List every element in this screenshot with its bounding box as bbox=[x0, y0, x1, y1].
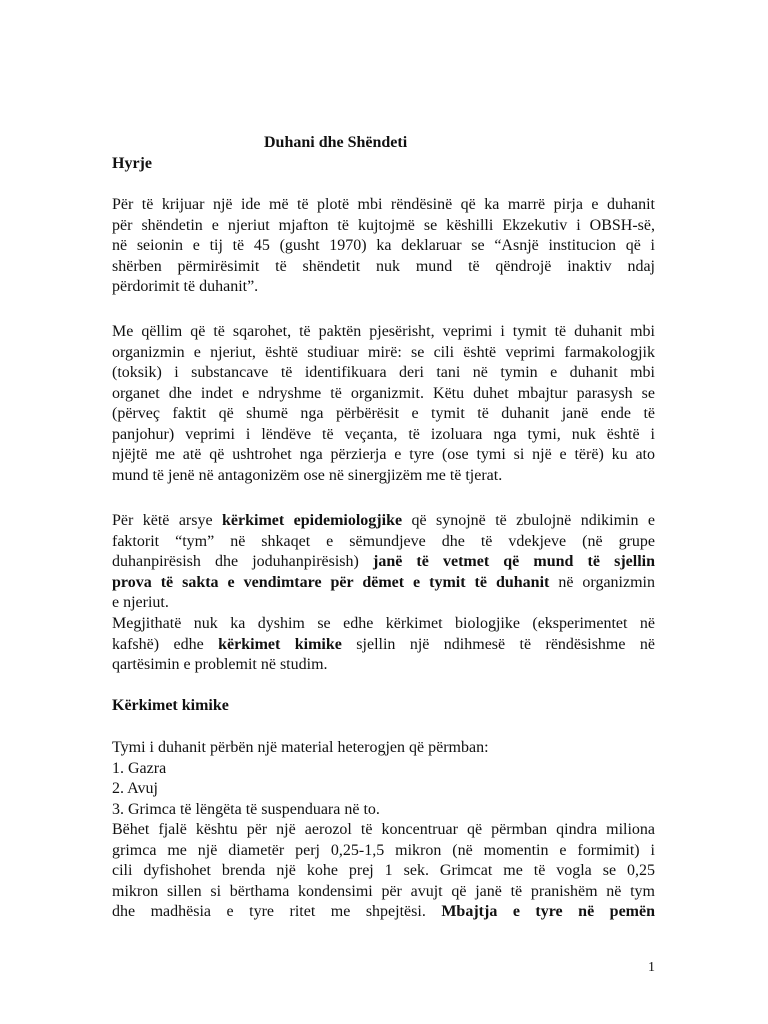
text-line: mund të jenë në antagonizëm ose në sinergjizëm me të tjerat. bbox=[112, 466, 503, 484]
text-line: përdorimit të duhanit”. bbox=[112, 278, 259, 295]
text-line: organizmin e njeriut, është studiuar mirë: se cili është veprimi farmakologjik bbox=[112, 343, 655, 361]
text-line: cili dyfishohet brenda një kohe prej 1 sek. Grimcat me të vogla se 0,25 bbox=[112, 862, 655, 879]
text-line: njëjtë me atë që ushtrohet nga përzierja e tyre (ose tymi si një e tërë) ku ato bbox=[112, 446, 655, 463]
paragraph-biological bbox=[112, 614, 655, 676]
text-line: (përveç faktit që shumë nga përbërësit e tymit të duhanit janë ende të bbox=[112, 405, 655, 422]
text-line: kafshë) edhe kërkimet kimike sjellin një ndihmesë të rëndësishme në bbox=[112, 635, 656, 653]
text-line: Për të krijuar një ide më të plotë mbi rëndësinë që ka marrë pirja e duhanit bbox=[112, 196, 655, 213]
text-line: Për këtë arsye kërkimet epidemiologjike që synojnë të zbulojnë ndikimin e bbox=[112, 512, 655, 529]
text-line: faktorit “tym” në shkaqet e sëmundjeve dhe të vdekjeve (në grupe bbox=[112, 532, 655, 550]
paragraph-aerosol bbox=[112, 820, 655, 923]
text-line: duhanpirësish dhe joduhanpirësish) janë të vetmet që mund të sjellin bbox=[112, 553, 655, 570]
paragraph-toxicity bbox=[112, 322, 655, 486]
materials-list bbox=[112, 738, 489, 820]
text-line: dhe madhësia e tyre ritet me shpejtësi. Mbajtja e tyre në pemën bbox=[112, 903, 655, 920]
text-line: mikron sillen si bërthama kondensimi për avujt që janë të pranishëm në tym bbox=[112, 882, 655, 900]
document-title: Duhani dhe Shëndeti bbox=[264, 134, 408, 151]
text-line: për shëndetin e njeriut mjafton të kujtojmë se këshilli Ekzekutiv i OBSH-së, bbox=[112, 216, 655, 234]
text-line: Megjithatë nuk ka dyshim se edhe kërkimet biologjike (eksperimentet në bbox=[112, 615, 655, 632]
text-line: panjohur) veprimi i lëndëve të veçanta, të izoluara nga tymi, nuk është i bbox=[112, 425, 655, 443]
text-line: (toksik) i substancave të identifikuara deri tani në tymin e duhanit mbi bbox=[112, 364, 655, 381]
text-line: prova të sakta e vendimtare për dëmet e tymit të duhanit në organizmin bbox=[112, 573, 655, 591]
text-line: Bëhet fjalë kështu për një aerozol të koncentruar që përmban qindra miliona bbox=[112, 821, 655, 838]
text-line: Me qëllim që të sqarohet, të paktën pjesërisht, veprimi i tymit të duhanit mbi bbox=[112, 323, 655, 340]
paragraph-intro bbox=[112, 195, 655, 298]
paragraph-epidemiology bbox=[112, 511, 655, 614]
text-line: qartësimin e problemit në studim. bbox=[112, 656, 328, 673]
section-heading-kerkimet-kimike: Kërkimet kimike bbox=[112, 697, 229, 714]
list-item: 2. Avuj bbox=[112, 780, 158, 797]
text-line: në seionin e tij të 45 (gusht 1970) ka deklaruar se “Asnjë institucion që i bbox=[112, 237, 655, 254]
page-number: 1 bbox=[648, 960, 655, 975]
text-line: shërben përmirësimit të shëndetit nuk mund të qëndrojë inaktiv ndaj bbox=[112, 257, 655, 275]
list-item: 1. Gazra bbox=[112, 759, 167, 777]
text-line: grimca me një diametër perj 0,25-1,5 mikron (në momentin e formimit) i bbox=[112, 841, 655, 859]
section-heading-hyrje: Hyrje bbox=[112, 155, 152, 172]
list-intro: Tymi i duhanit përbën një material heterogjen që përmban: bbox=[112, 739, 489, 756]
text-line: organet dhe indet e ndryshme të organizmit. Këtu duhet mbajtur parasysh se bbox=[112, 384, 655, 402]
text-line: e njeriut. bbox=[112, 594, 169, 611]
list-item: 3. Grimca të lëngëta të suspenduara në to. bbox=[112, 800, 380, 818]
